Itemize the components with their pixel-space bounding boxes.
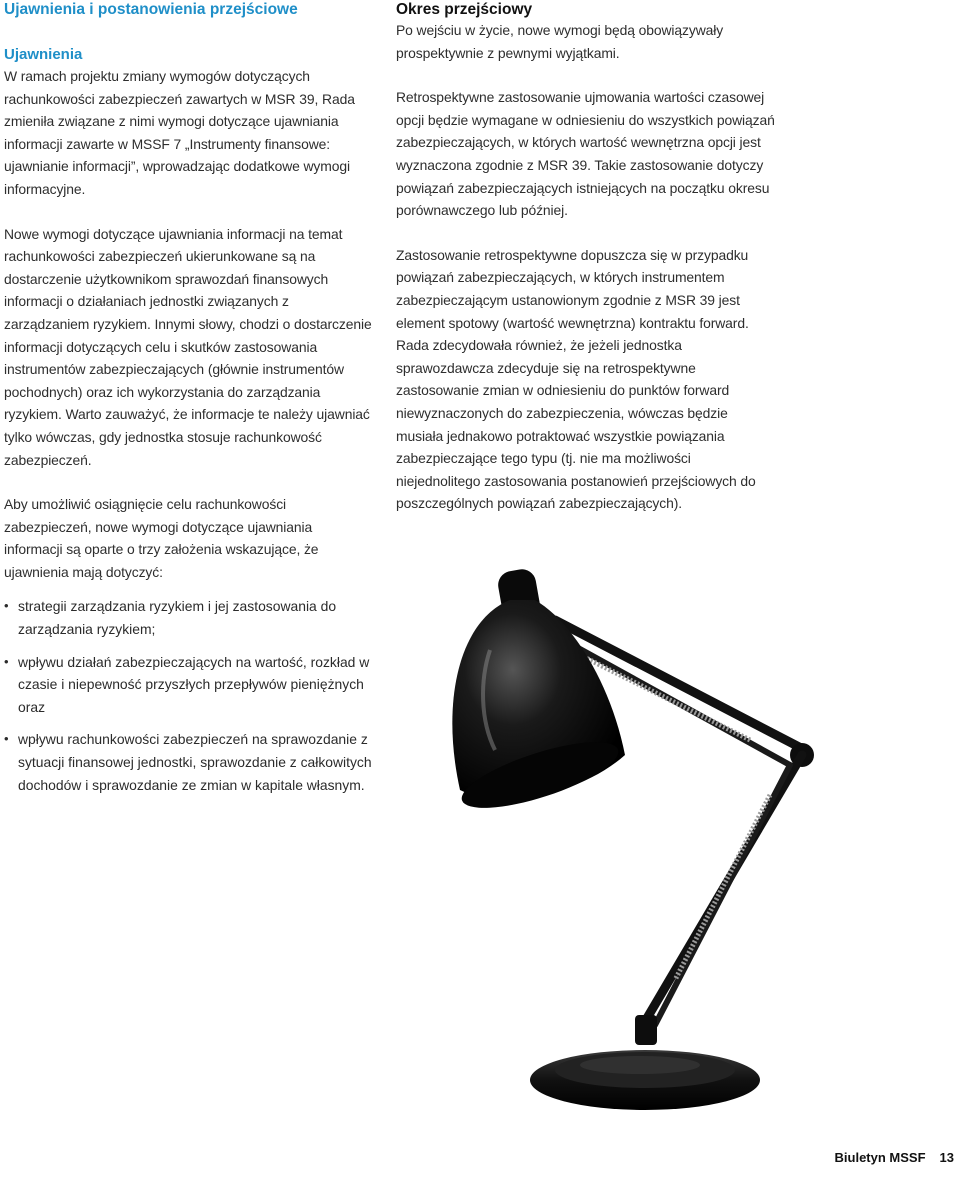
right-column (396, 0, 776, 515)
disclosures-paragraph-1: W ramach projektu zmiany wymogów dotyczących rachunkowości zabezpieczeń zawartych w MSR 39, Rada zmieniła związane z nimi wymogi dotyczące ujawniania informacji zawarte w MSSF 7 „Instrumenty finansowe: ujawnianie informacji”, wprowadzając dodatkowe wymogi informacyjne. (4, 68, 355, 197)
transition-period-heading: Okres przejściowy (396, 1, 533, 18)
desk-lamp-image (440, 560, 960, 1120)
list-item: • wpływu działań zabezpieczających na wartość, rozkład w czasie i niepewność przyszłych przepływów pieniężnych oraz (4, 651, 372, 719)
bullet-icon: • (4, 598, 9, 614)
transition-paragraph-1: Po wejściu w życie, nowe wymogi będą obowiązywały prospektywnie z pewnymi wyjątkami. (396, 22, 724, 61)
publication-name: Biuletyn MSSF (834, 1150, 926, 1165)
section-title: Ujawnienia i postanowienia przejściowe (4, 1, 298, 18)
disclosures-heading: Ujawnienia (4, 46, 83, 63)
disclosures-paragraph-3: Aby umożliwić osiągnięcie celu rachunkowości zabezpieczeń, nowe wymogi dotyczące ujawniania informacji są oparte o trzy założenia wskazujące, że ujawnienia mają dotyczyć: (4, 496, 319, 580)
bullet-icon: • (4, 653, 9, 669)
bullet-icon: • (4, 731, 9, 747)
disclosure-bullet-list (4, 595, 372, 796)
page-number: 13 (939, 1150, 954, 1165)
page-footer (835, 1150, 954, 1165)
transition-paragraph-2: Retrospektywne zastosowanie ujmowania wartości czasowej opcji będzie wymagane w odniesieniu do wszystkich powiązań zabezpieczających, w których wartość wewnętrzna opcji jest wyznaczona zgodnie z MSR 39. Takie zastosowanie dotyczy powiązań zabezpieczających istniejących na początku okresu porównawczego lub później. (396, 89, 775, 219)
list-item: • strategii zarządzania ryzykiem i jej zastosowania do zarządzania ryzykiem; (4, 595, 372, 640)
left-column (4, 0, 372, 806)
disclosures-paragraph-2: Nowe wymogi dotyczące ujawniania informacji na temat rachunkowości zabezpieczeń ukierunkowane są na dostarczenie użytkownikom sprawozdań finansowych informacji o działaniach jednostki związanych z zarządzaniem ryzykiem. Innymi słowy, chodzi o dostarczenie informacji dotyczących celu i skutków zastosowania instrumentów zabezpieczających (głównie instrumentów pochodnych) oraz ich wykorzystania do zarządzania ryzykiem. Warto zauważyć, że informacje te należy ujawniać tylko wówczas, gdy jednostka stosuje rachunkowość zabezpieczeń. (4, 225, 372, 468)
list-item: • wpływu rachunkowości zabezpieczeń na sprawozdanie z sytuacji finansowej jednostki, sprawozdanie z całkowitych dochodów i sprawozdanie ze zmian w kapitale własnym. (4, 728, 372, 796)
transition-paragraph-3: Zastosowanie retrospektywne dopuszcza się w przypadku powiązań zabezpieczających, w których instrumentem zabezpieczającym ustanowionym zgodnie z MSR 39 jest element spotowy (wartość wewnętrzna) kontraktu forward. Rada zdecydowała również, że jeżeli jednostka sprawozdawcza zdecyduje się na retrospektywne zastosowanie zmian w odniesieniu do punktów forward niewyznaczonych do zabezpieczenia, wówczas będzie musiała jednakowo potraktować wszystkie powiązania zabezpieczające tego typu (tj. nie ma możliwości niejednolitego zastosowania postanowień przejściowych do poszczególnych powiązań zabezpieczających). (396, 246, 756, 512)
